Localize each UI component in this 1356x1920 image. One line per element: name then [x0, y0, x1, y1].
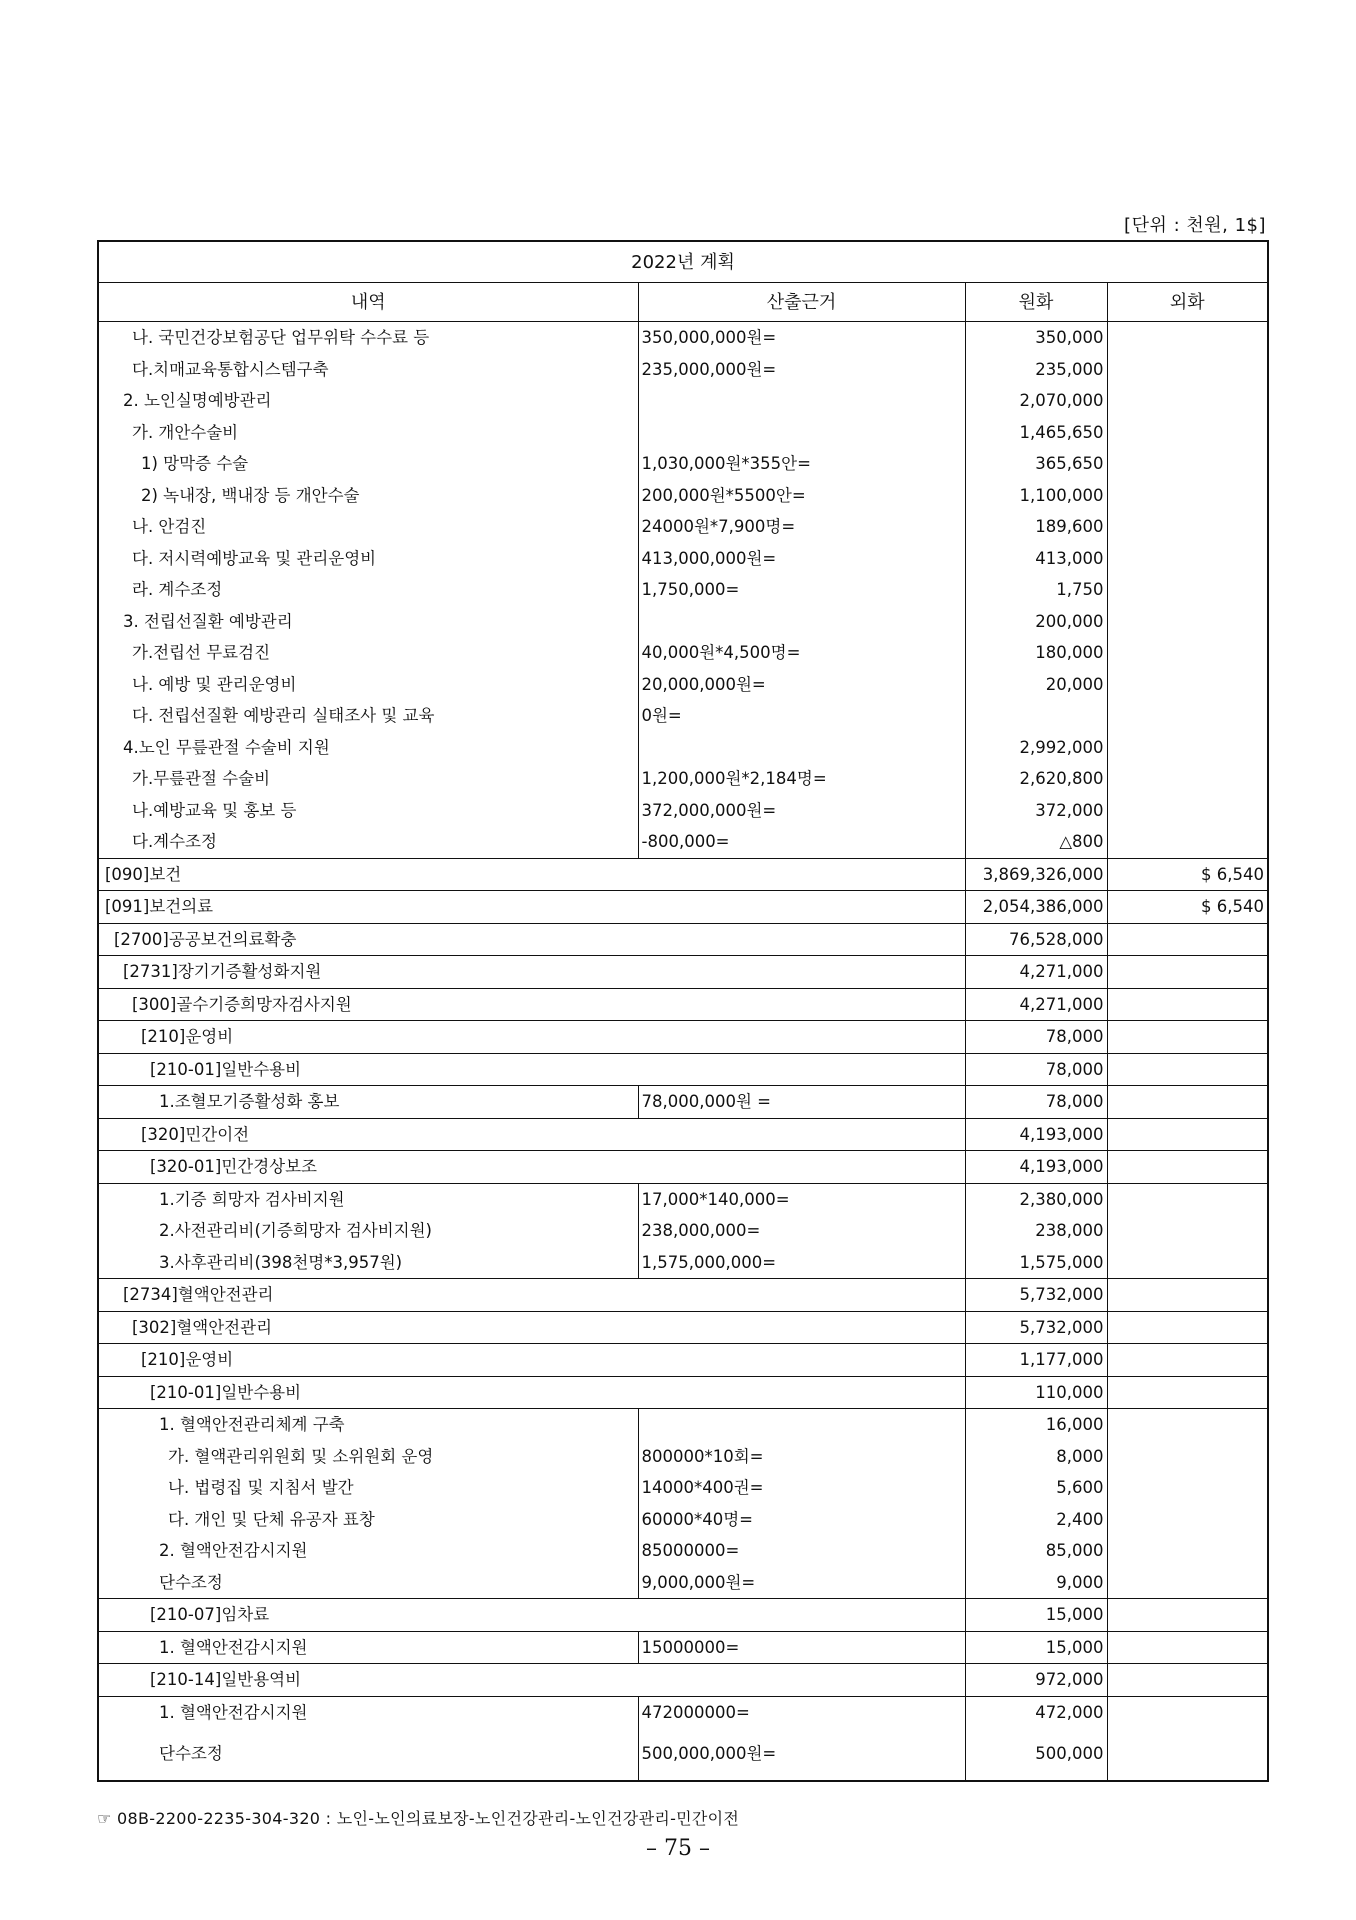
- table-row: [98, 1247, 1268, 1279]
- row-basis: [638, 417, 965, 449]
- row-fx: [1107, 1696, 1268, 1728]
- table-row: [98, 1409, 1268, 1441]
- row-krw: 15,000: [965, 1599, 1107, 1632]
- row-fx: [1107, 1118, 1268, 1151]
- row-desc: 4.노인 무릎관절 수술비 지원: [98, 732, 638, 764]
- row-krw: 1,100,000: [965, 480, 1107, 512]
- table-row: [98, 826, 1268, 858]
- row-basis: 14000*400권=: [638, 1472, 965, 1504]
- col-header-fx: 외화: [1107, 283, 1268, 322]
- row-basis: 20,000,000원=: [638, 669, 965, 701]
- row-krw: 9,000: [965, 1567, 1107, 1599]
- row-basis: 200,000원*5500안=: [638, 480, 965, 512]
- row-desc: 나. 예방 및 관리운영비: [98, 669, 638, 701]
- table-row: [98, 1631, 1268, 1664]
- table-body: [98, 322, 1268, 1782]
- table-row: [98, 891, 1268, 924]
- row-fx: [1107, 1535, 1268, 1567]
- row-desc: 나.예방교육 및 홍보 등: [98, 795, 638, 827]
- row-desc: 3. 전립선질환 예방관리: [98, 606, 638, 638]
- table-row: [98, 1215, 1268, 1247]
- row-desc: 1.조혈모기증활성화 홍보: [98, 1086, 638, 1119]
- row-desc: 1. 혈액안전관리체계 구축: [98, 1409, 638, 1441]
- table-row: [98, 1376, 1268, 1409]
- row-basis: 1,030,000원*355안=: [638, 448, 965, 480]
- row-basis: 60000*40명=: [638, 1504, 965, 1536]
- row-fx: [1107, 700, 1268, 732]
- row-krw: 78,000: [965, 1021, 1107, 1054]
- row-krw: 2,992,000: [965, 732, 1107, 764]
- row-fx: [1107, 1344, 1268, 1377]
- row-fx: [1107, 669, 1268, 701]
- row-desc: 가. 개안수술비: [98, 417, 638, 449]
- row-krw: 180,000: [965, 637, 1107, 669]
- table-row: [98, 923, 1268, 956]
- row-fx: [1107, 1311, 1268, 1344]
- col-header-desc: 내역: [98, 283, 638, 322]
- table-row: [98, 1183, 1268, 1215]
- table-row: [98, 1664, 1268, 1697]
- row-desc: 다.계수조정: [98, 826, 638, 858]
- row-desc: 1.기증 희망자 검사비지원: [98, 1183, 638, 1215]
- row-krw: 4,193,000: [965, 1118, 1107, 1151]
- row-krw: 16,000: [965, 1409, 1107, 1441]
- row-desc: [210]운영비: [98, 1021, 965, 1054]
- row-fx: [1107, 543, 1268, 575]
- row-fx: [1107, 1567, 1268, 1599]
- row-fx: [1107, 1664, 1268, 1697]
- row-fx: [1107, 1504, 1268, 1536]
- page-number: – 75 –: [646, 1836, 710, 1861]
- row-fx: [1107, 795, 1268, 827]
- row-fx: [1107, 826, 1268, 858]
- table-row: [98, 1472, 1268, 1504]
- table-row: [98, 1728, 1268, 1781]
- row-krw: 1,575,000: [965, 1247, 1107, 1279]
- row-fx: [1107, 354, 1268, 386]
- col-header-basis: 산출근거: [638, 283, 965, 322]
- row-krw: 3,869,326,000: [965, 858, 1107, 891]
- row-desc: 단수조정: [98, 1728, 638, 1781]
- row-desc: [302]혈액안전관리: [98, 1311, 965, 1344]
- row-krw: 5,732,000: [965, 1279, 1107, 1312]
- table-row: [98, 1021, 1268, 1054]
- row-desc: 다. 저시력예방교육 및 관리운영비: [98, 543, 638, 575]
- budget-table: [97, 240, 1269, 1782]
- row-fx: [1107, 322, 1268, 354]
- row-desc: 가.무릎관절 수술비: [98, 763, 638, 795]
- row-krw: 4,271,000: [965, 988, 1107, 1021]
- row-fx: [1107, 1151, 1268, 1184]
- row-desc: [320-01]민간경상보조: [98, 1151, 965, 1184]
- row-fx: [1107, 1728, 1268, 1781]
- row-basis: 472000000=: [638, 1696, 965, 1728]
- row-krw: 78,000: [965, 1086, 1107, 1119]
- row-fx: [1107, 732, 1268, 764]
- table-row: [98, 606, 1268, 638]
- table-row: [98, 1344, 1268, 1377]
- table-row: [98, 574, 1268, 606]
- row-basis: 235,000,000원=: [638, 354, 965, 386]
- row-desc: 1. 혈액안전감시지원: [98, 1696, 638, 1728]
- row-desc: [300]골수기증희망자검사지원: [98, 988, 965, 1021]
- row-krw: 2,070,000: [965, 385, 1107, 417]
- row-basis: 800000*10회=: [638, 1441, 965, 1473]
- row-basis: 17,000*140,000=: [638, 1183, 965, 1215]
- row-fx: $ 6,540: [1107, 891, 1268, 924]
- row-desc: [210-01]일반수용비: [98, 1053, 965, 1086]
- row-basis: [638, 732, 965, 764]
- row-krw: 20,000: [965, 669, 1107, 701]
- row-basis: 24000원*7,900명=: [638, 511, 965, 543]
- row-basis: -800,000=: [638, 826, 965, 858]
- row-fx: [1107, 448, 1268, 480]
- row-krw: 189,600: [965, 511, 1107, 543]
- row-fx: [1107, 1599, 1268, 1632]
- row-krw: 15,000: [965, 1631, 1107, 1664]
- table-row: [98, 1086, 1268, 1119]
- row-desc: 3.사후관리비(398천명*3,957원): [98, 1247, 638, 1279]
- row-basis: 0원=: [638, 700, 965, 732]
- row-desc: 2.사전관리비(기증희망자 검사비지원): [98, 1215, 638, 1247]
- row-krw: 4,193,000: [965, 1151, 1107, 1184]
- table-row: [98, 956, 1268, 989]
- row-desc: 가.전립선 무료검진: [98, 637, 638, 669]
- row-fx: [1107, 1376, 1268, 1409]
- row-fx: [1107, 1631, 1268, 1664]
- table-row: [98, 700, 1268, 732]
- row-krw: 1,177,000: [965, 1344, 1107, 1377]
- row-fx: [1107, 1215, 1268, 1247]
- row-fx: [1107, 385, 1268, 417]
- row-krw: 350,000: [965, 322, 1107, 354]
- row-desc: [210-01]일반수용비: [98, 1376, 965, 1409]
- row-basis: 1,750,000=: [638, 574, 965, 606]
- unit-note: [단위 : 천원, 1$]: [1124, 215, 1266, 236]
- row-krw: 76,528,000: [965, 923, 1107, 956]
- row-desc: 1) 망막증 수술: [98, 448, 638, 480]
- row-krw: 110,000: [965, 1376, 1107, 1409]
- table-row: [98, 988, 1268, 1021]
- table-row: [98, 1535, 1268, 1567]
- row-fx: [1107, 1086, 1268, 1119]
- row-fx: [1107, 956, 1268, 989]
- row-desc: 2. 노인실명예방관리: [98, 385, 638, 417]
- row-basis: 78,000,000원 =: [638, 1086, 965, 1119]
- table-row: [98, 1311, 1268, 1344]
- table-row: [98, 1053, 1268, 1086]
- table-row: [98, 322, 1268, 354]
- row-krw: 238,000: [965, 1215, 1107, 1247]
- row-desc: 1. 혈액안전감시지원: [98, 1631, 638, 1664]
- row-krw: 972,000: [965, 1664, 1107, 1697]
- row-desc: 다. 개인 및 단체 유공자 표창: [98, 1504, 638, 1536]
- row-basis: 40,000원*4,500명=: [638, 637, 965, 669]
- row-fx: [1107, 511, 1268, 543]
- row-krw: 1,750: [965, 574, 1107, 606]
- col-header-krw: 원화: [965, 283, 1107, 322]
- row-basis: 15000000=: [638, 1631, 965, 1664]
- row-basis: 1,575,000,000=: [638, 1247, 965, 1279]
- row-krw: 85,000: [965, 1535, 1107, 1567]
- table-row: [98, 732, 1268, 764]
- table-row: [98, 669, 1268, 701]
- table-row: [98, 1118, 1268, 1151]
- row-fx: [1107, 1441, 1268, 1473]
- row-fx: [1107, 1053, 1268, 1086]
- table-row: [98, 385, 1268, 417]
- row-desc: 다.치매교육통합시스템구축: [98, 354, 638, 386]
- row-fx: $ 6,540: [1107, 858, 1268, 891]
- row-krw: 413,000: [965, 543, 1107, 575]
- row-fx: [1107, 1021, 1268, 1054]
- row-basis: [638, 606, 965, 638]
- row-krw: 365,650: [965, 448, 1107, 480]
- row-krw: 5,600: [965, 1472, 1107, 1504]
- row-desc: 2) 녹내장, 백내장 등 개안수술: [98, 480, 638, 512]
- row-krw: 2,620,800: [965, 763, 1107, 795]
- row-krw: 4,271,000: [965, 956, 1107, 989]
- row-basis: [638, 385, 965, 417]
- row-desc: 나. 안검진: [98, 511, 638, 543]
- row-fx: [1107, 480, 1268, 512]
- table-row: [98, 637, 1268, 669]
- row-fx: [1107, 1247, 1268, 1279]
- row-fx: [1107, 923, 1268, 956]
- row-desc: 라. 계수조정: [98, 574, 638, 606]
- table-row: [98, 417, 1268, 449]
- table-row: [98, 1696, 1268, 1728]
- row-krw: 78,000: [965, 1053, 1107, 1086]
- row-krw: 372,000: [965, 795, 1107, 827]
- table-row: [98, 1441, 1268, 1473]
- table-row: [98, 1151, 1268, 1184]
- row-fx: [1107, 763, 1268, 795]
- row-desc: [2734]혈액안전관리: [98, 1279, 965, 1312]
- row-desc: 단수조정: [98, 1567, 638, 1599]
- row-fx: [1107, 1409, 1268, 1441]
- row-desc: [091]보건의료: [98, 891, 965, 924]
- row-krw: 472,000: [965, 1696, 1107, 1728]
- row-basis: 9,000,000원=: [638, 1567, 965, 1599]
- table-row: [98, 1599, 1268, 1632]
- row-desc: [2731]장기기증활성화지원: [98, 956, 965, 989]
- row-basis: 1,200,000원*2,184명=: [638, 763, 965, 795]
- row-fx: [1107, 1472, 1268, 1504]
- row-krw: 1,465,650: [965, 417, 1107, 449]
- row-desc: [090]보건: [98, 858, 965, 891]
- row-desc: [320]민간이전: [98, 1118, 965, 1151]
- row-krw: 2,400: [965, 1504, 1107, 1536]
- row-desc: [210-07]임차료: [98, 1599, 965, 1632]
- table-row: [98, 1567, 1268, 1599]
- row-krw: 5,732,000: [965, 1311, 1107, 1344]
- row-desc: 나. 국민건강보험공단 업무위탁 수수료 등: [98, 322, 638, 354]
- row-krw: 200,000: [965, 606, 1107, 638]
- row-fx: [1107, 606, 1268, 638]
- table-row: [98, 448, 1268, 480]
- row-fx: [1107, 1183, 1268, 1215]
- row-desc: [210]운영비: [98, 1344, 965, 1377]
- table-row: [98, 511, 1268, 543]
- row-basis: 500,000,000원=: [638, 1728, 965, 1781]
- row-basis: 372,000,000원=: [638, 795, 965, 827]
- row-desc: 2. 혈액안전감시지원: [98, 1535, 638, 1567]
- row-desc: [210-14]일반용역비: [98, 1664, 965, 1697]
- table-row: [98, 480, 1268, 512]
- table-row: [98, 354, 1268, 386]
- table-row: [98, 858, 1268, 891]
- row-fx: [1107, 988, 1268, 1021]
- row-fx: [1107, 637, 1268, 669]
- row-basis: 413,000,000원=: [638, 543, 965, 575]
- row-krw: [965, 700, 1107, 732]
- table-row: [98, 795, 1268, 827]
- row-fx: [1107, 574, 1268, 606]
- table-row: [98, 543, 1268, 575]
- row-basis: 85000000=: [638, 1535, 965, 1567]
- row-krw: △800: [965, 826, 1107, 858]
- row-desc: 나. 법령집 및 지침서 발간: [98, 1472, 638, 1504]
- row-krw: 8,000: [965, 1441, 1107, 1473]
- table-row: [98, 763, 1268, 795]
- row-desc: 가. 혈액관리위원회 및 소위원회 운영: [98, 1441, 638, 1473]
- row-fx: [1107, 417, 1268, 449]
- row-basis: [638, 1409, 965, 1441]
- row-krw: 500,000: [965, 1728, 1107, 1781]
- row-desc: 다. 전립선질환 예방관리 실태조사 및 교육: [98, 700, 638, 732]
- row-krw: 2,054,386,000: [965, 891, 1107, 924]
- row-krw: 235,000: [965, 354, 1107, 386]
- row-basis: 238,000,000=: [638, 1215, 965, 1247]
- row-basis: 350,000,000원=: [638, 322, 965, 354]
- table-row: [98, 1504, 1268, 1536]
- row-fx: [1107, 1279, 1268, 1312]
- table-title: 2022년 계획: [98, 241, 1268, 283]
- table-row: [98, 1279, 1268, 1312]
- row-krw: 2,380,000: [965, 1183, 1107, 1215]
- footnote: ☞ 08B-2200-2235-304-320 : 노인-노인의료보장-노인건강관리-노인건강관리-민간이전: [97, 1809, 740, 1828]
- row-desc: [2700]공공보건의료확충: [98, 923, 965, 956]
